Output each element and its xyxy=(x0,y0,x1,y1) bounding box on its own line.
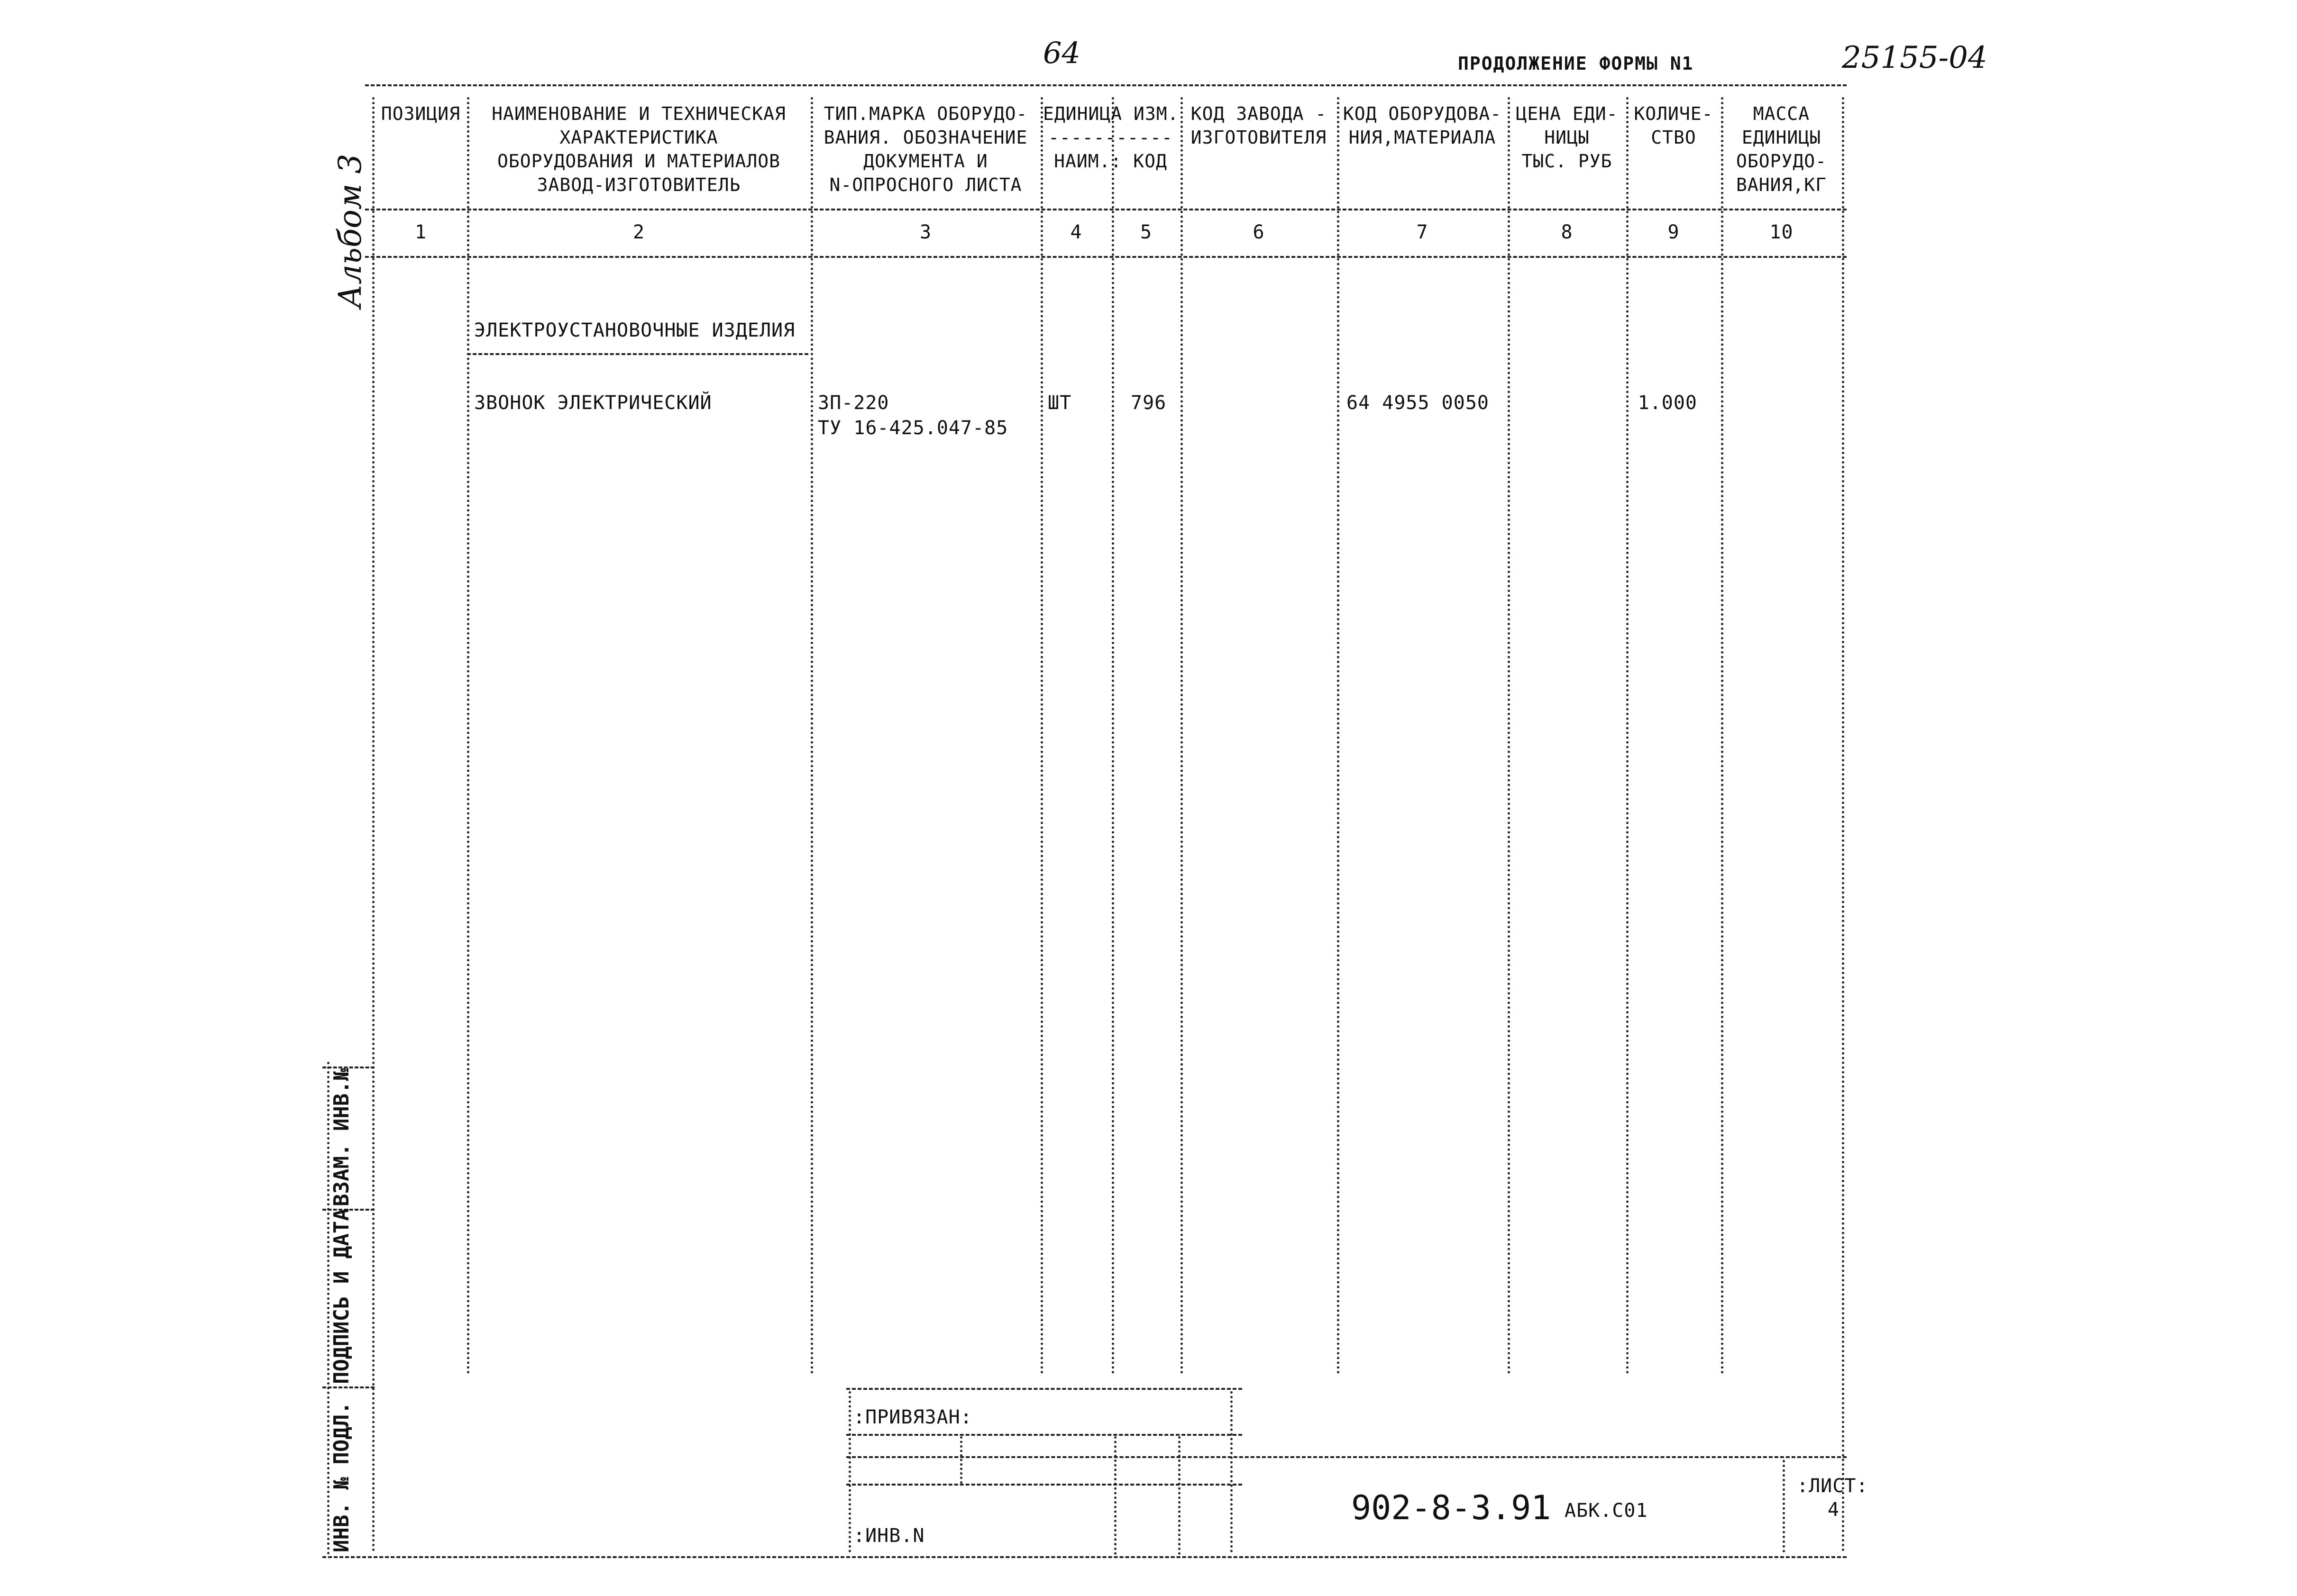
privyazan-label: :ПРИВЯЗАН: xyxy=(853,1406,972,1428)
col-divider-9 xyxy=(1721,97,1723,1375)
header-col-position: ПОЗИЦИЯ xyxy=(381,103,461,124)
col-divider-2 xyxy=(811,97,813,1375)
colnum-8: 8 xyxy=(1561,221,1573,243)
item-type-line-2: ТУ 16-425.047-85 xyxy=(818,417,1008,439)
item-unit-name: ШТ xyxy=(1048,392,1072,414)
title-block-rule xyxy=(846,1456,1847,1458)
project-number: 902-8-3.91 xyxy=(1351,1488,1551,1527)
col-divider-8 xyxy=(1626,97,1629,1375)
page-number: 64 xyxy=(1043,36,1080,70)
header-bottom-rule xyxy=(365,209,1847,210)
colnum-1: 1 xyxy=(414,221,427,243)
colnum-3: 3 xyxy=(919,221,932,243)
stamp-col-c xyxy=(1178,1436,1181,1555)
stamp-left xyxy=(849,1391,851,1552)
stamp-rule-2 xyxy=(846,1434,1242,1436)
album-label: Альбом 3 xyxy=(332,154,368,308)
form-continuation-title: ПРОДОЛЖЕНИЕ ФОРМЫ N1 xyxy=(1458,53,1694,74)
col-divider-right xyxy=(1842,97,1844,1552)
col-divider-4 xyxy=(1112,97,1114,1375)
margin-box-divider-3 xyxy=(322,1386,375,1388)
header-col-mass: МАССА ЕДИНИЦЫ ОБОРУДО- ВАНИЯ,КГ xyxy=(1736,103,1827,195)
header-col-equipment-code: КОД ОБОРУДОВА- НИЯ,МАТЕРИАЛА xyxy=(1343,103,1502,148)
margin-label-original-inv: ИНВ. № ПОДЛ. xyxy=(329,1402,354,1552)
sheet-number: 4 xyxy=(1828,1499,1840,1521)
item-name: ЗВОНОК ЭЛЕКТРИЧЕСКИЙ xyxy=(474,392,712,414)
colnum-9: 9 xyxy=(1667,221,1680,243)
section-heading: ЭЛЕКТРОУСТАНОВОЧНЫЕ ИЗДЕЛИЯ xyxy=(474,319,796,341)
colnum-7: 7 xyxy=(1416,221,1428,243)
section-underline xyxy=(467,353,808,355)
header-col-name: НАИМЕНОВАНИЕ И ТЕХНИЧЕСКАЯ ХАРАКТЕРИСТИКА ОБОРУДОВАНИЯ И МАТЕРИАЛОВ ЗАВОД-ИЗГОТОВИТЕЛЬ xyxy=(492,103,786,195)
col-divider-5 xyxy=(1181,97,1183,1375)
colnum-2: 2 xyxy=(632,221,645,243)
margin-label-signature-date: ПОДПИСЬ И ДАТА xyxy=(329,1208,354,1384)
colnum-bottom-rule xyxy=(365,256,1847,258)
item-unit-code: 796 xyxy=(1131,392,1167,414)
item-type-line-1: ЗП-220 xyxy=(818,392,889,414)
stamp-top-rule xyxy=(846,1388,1242,1390)
col-divider-3 xyxy=(1041,97,1043,1375)
margin-label-replace-inv: ВЗАМ. ИНВ.№ xyxy=(329,1068,354,1206)
colnum-5: 5 xyxy=(1140,221,1153,243)
colnum-6: 6 xyxy=(1253,221,1265,243)
stamp-col-a xyxy=(960,1436,962,1484)
header-col-price: ЦЕНА ЕДИ- НИЦЫ ТЫС. РУБ xyxy=(1516,103,1618,172)
colnum-4: 4 xyxy=(1070,221,1082,243)
stamp-right xyxy=(1230,1391,1233,1552)
header-col-unit: ЕДИНИЦА ИЗМ. ----------- НАИМ.: КОД xyxy=(1043,103,1179,172)
col-divider-6 xyxy=(1337,97,1339,1375)
col-divider-1 xyxy=(467,97,469,1375)
inventory-number-label: :ИНВ.N xyxy=(853,1525,925,1547)
item-equipment-code: 64 4955 0050 xyxy=(1346,392,1489,414)
header-col-quantity: КОЛИЧЕ- СТВО xyxy=(1634,103,1713,148)
handwritten-doc-code: 25155-04 xyxy=(1842,40,1987,75)
col-divider-left xyxy=(372,97,375,1552)
stamp-col-b xyxy=(1114,1436,1116,1555)
header-col-type: ТИП.МАРКА ОБОРУДО- ВАНИЯ. ОБОЗНАЧЕНИЕ ДОКУМЕНТА И N-ОПРОСНОГО ЛИСТА xyxy=(824,103,1028,195)
col-divider-7 xyxy=(1508,97,1510,1375)
sheet-label: :ЛИСТ: xyxy=(1797,1475,1868,1497)
header-col-manufacturer-code: КОД ЗАВОДА - ИЗГОТОВИТЕЛЯ xyxy=(1190,103,1327,148)
page-bottom-rule xyxy=(322,1556,1847,1558)
stamp-rule-4 xyxy=(846,1484,1242,1486)
document-mark: АБК.С01 xyxy=(1565,1500,1648,1522)
sheet-box-left xyxy=(1783,1460,1785,1552)
table-top-rule xyxy=(365,84,1847,86)
colnum-10: 10 xyxy=(1769,221,1794,243)
item-quantity: 1.000 xyxy=(1638,392,1697,414)
